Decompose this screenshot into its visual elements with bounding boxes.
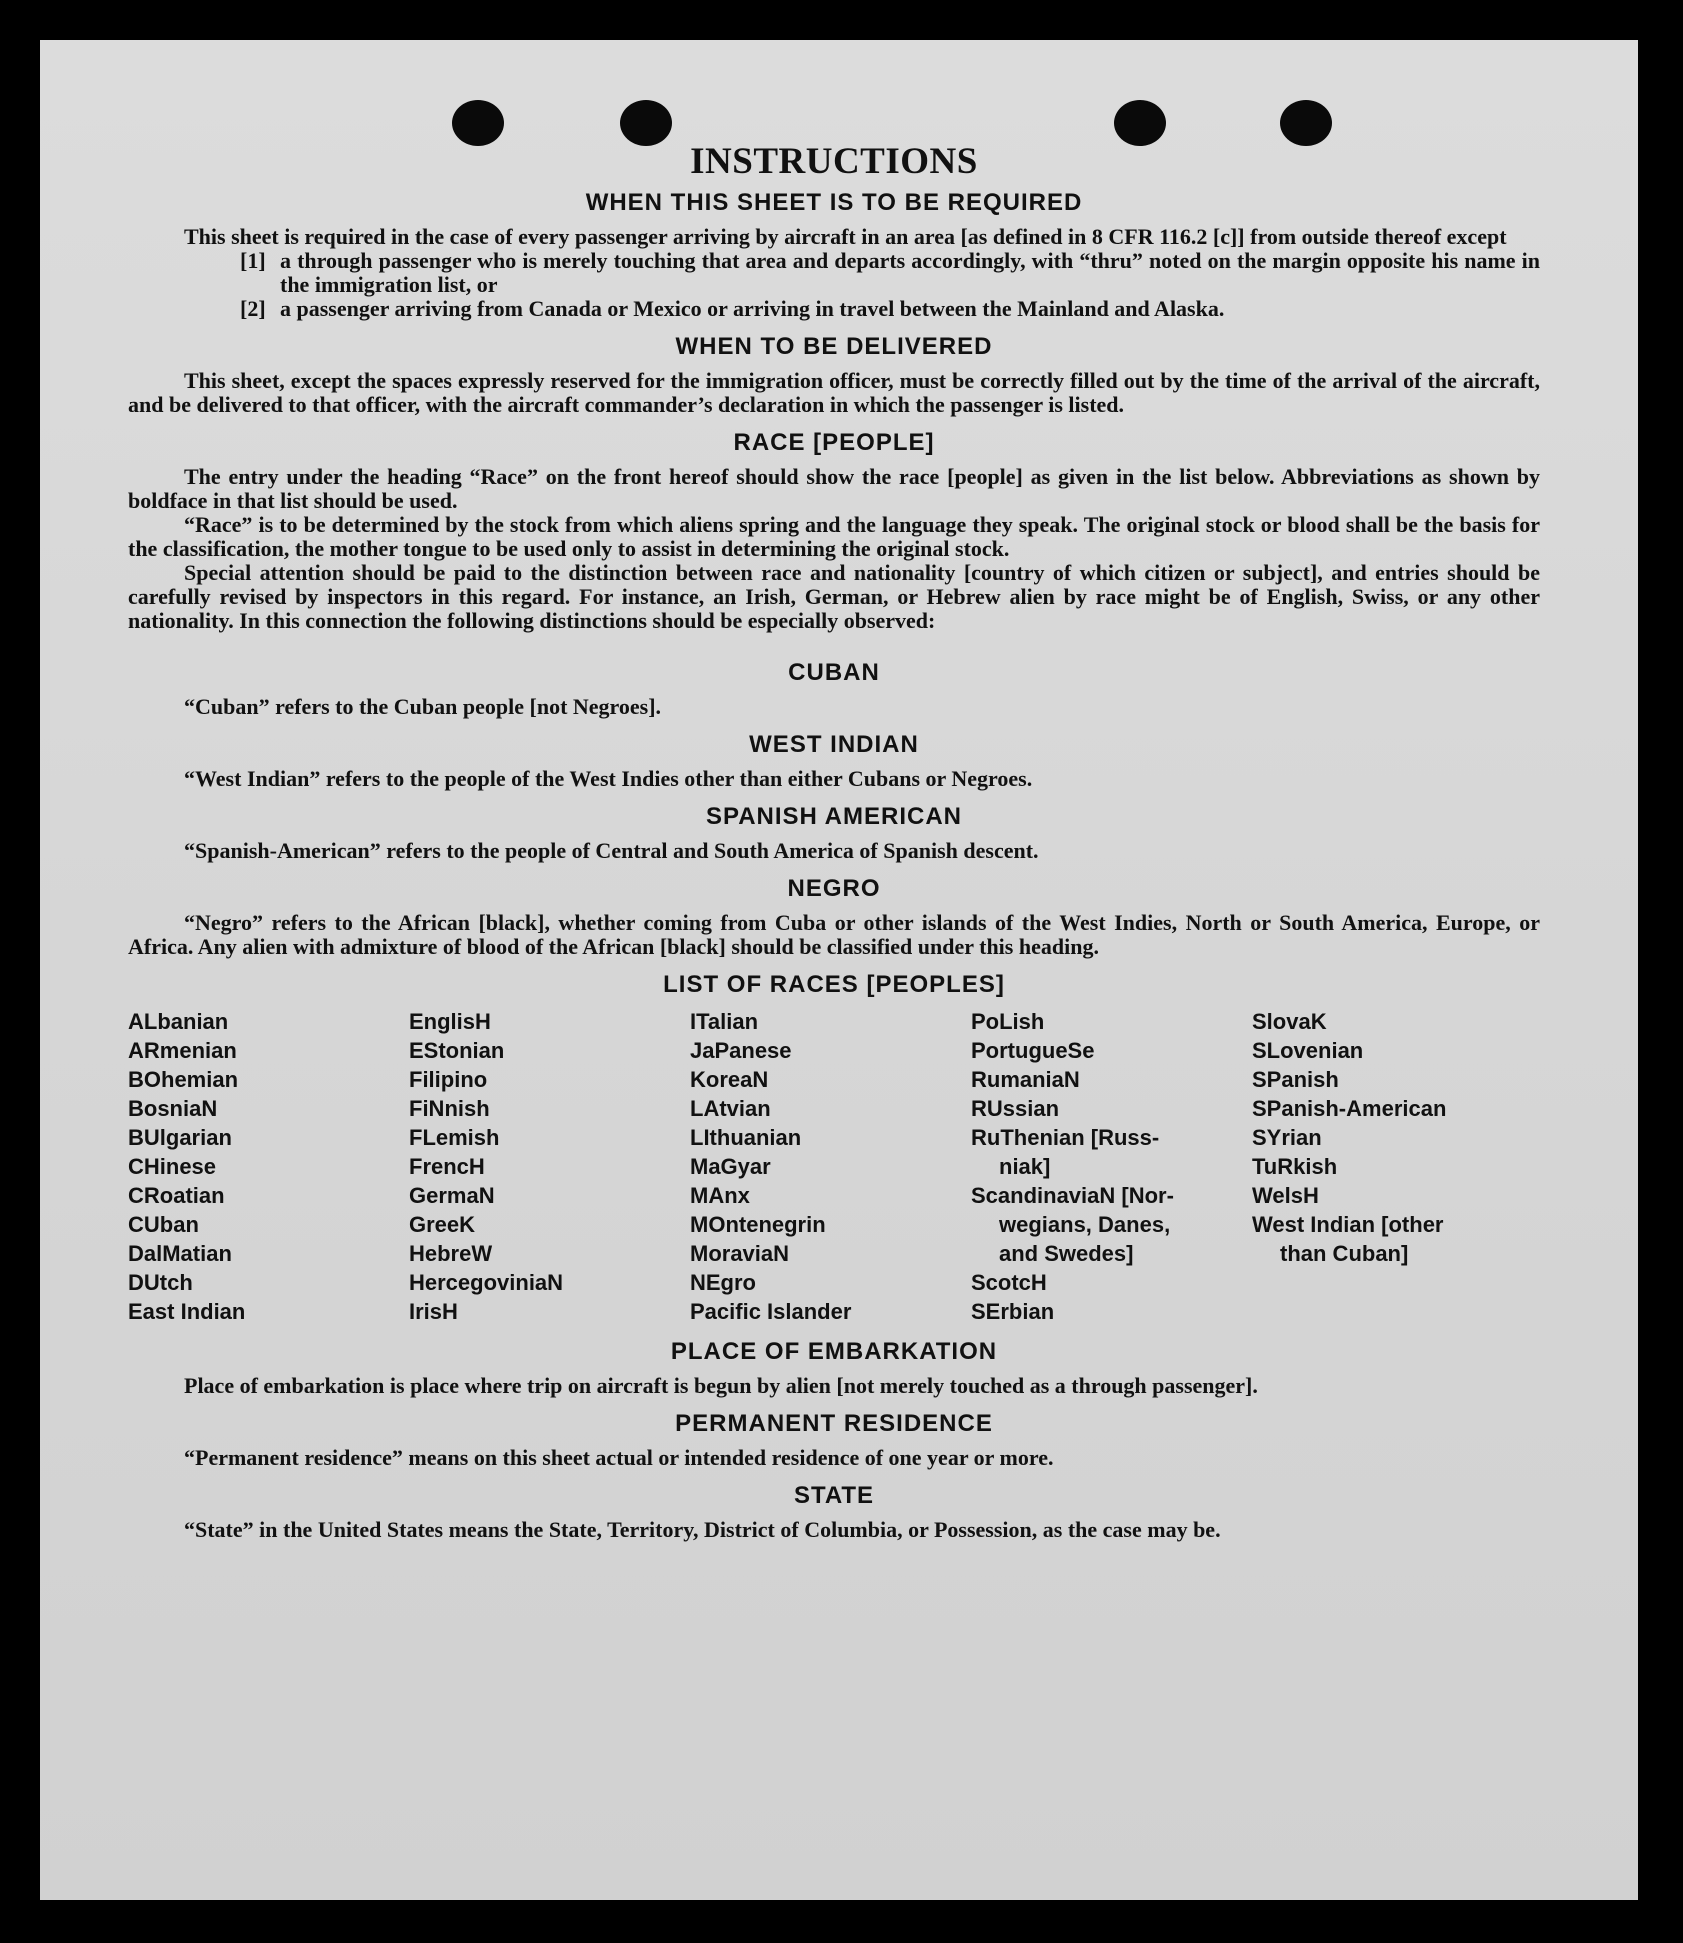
race-entry: CHinese bbox=[128, 1154, 217, 1179]
race-entry: RuThenian [Russ- bbox=[971, 1125, 1160, 1150]
race-entry: GermaN bbox=[409, 1183, 495, 1208]
races-column bbox=[128, 1007, 409, 1326]
heading-list-of-races: LIST OF RACES [PEOPLES] bbox=[663, 971, 1005, 998]
race-entry: MOntenegrin bbox=[690, 1212, 826, 1237]
race-entry: SPanish bbox=[1252, 1067, 1339, 1092]
negro-text: “Negro” refers to the African [black], whether coming from Cuba or other islands of the West Indies, North or South America, Europe, or Africa. Any alien with admixture of blood of the African [black] should be classified under this heading. bbox=[128, 910, 1540, 959]
heading-state: STATE bbox=[793, 1482, 875, 1509]
race-entry: NEgro bbox=[690, 1270, 756, 1295]
heading-race: RACE [PEOPLE] bbox=[733, 429, 935, 456]
race-entry: JaPanese bbox=[690, 1038, 792, 1063]
races-column bbox=[690, 1007, 971, 1326]
heading-delivered: WHEN TO BE DELIVERED bbox=[675, 333, 993, 360]
races-list bbox=[128, 1007, 1540, 1326]
exception-item bbox=[128, 297, 1540, 321]
race-entry: CRoatian bbox=[128, 1183, 225, 1208]
race-entry: FiNnish bbox=[409, 1096, 490, 1121]
race-entry: MoraviaN bbox=[690, 1241, 790, 1266]
race-entry: SLovenian bbox=[1252, 1038, 1364, 1063]
races-column bbox=[971, 1007, 1252, 1326]
heading-negro: NEGRO bbox=[787, 875, 881, 902]
races-column bbox=[409, 1007, 690, 1326]
race-entry: ALbanian bbox=[128, 1009, 229, 1034]
race-entry: MaGyar bbox=[690, 1154, 771, 1179]
race-entry: RUssian bbox=[971, 1096, 1060, 1121]
race-entry: DUtch bbox=[128, 1270, 193, 1295]
residence-text: “Permanent residence” means on this sheet actual or intended residence of one year or more. bbox=[184, 1445, 1054, 1470]
document-sheet bbox=[40, 40, 1638, 1900]
race-entry: KoreaN bbox=[690, 1067, 769, 1092]
race-entry-continued: wegians, Danes, bbox=[999, 1212, 1171, 1237]
item-number: [1] bbox=[240, 248, 266, 273]
instructions-content bbox=[128, 140, 1540, 1542]
race-entry: EStonian bbox=[409, 1038, 505, 1063]
race-entry: EnglisH bbox=[409, 1009, 491, 1034]
item-text: a passenger arriving from Canada or Mexico or arriving in travel between the Mainland and Alaska. bbox=[280, 296, 1225, 321]
cuban-text: “Cuban” refers to the Cuban people [not Negroes]. bbox=[184, 694, 662, 719]
race-entry: DalMatian bbox=[128, 1241, 232, 1266]
race-entry: East Indian bbox=[128, 1299, 246, 1324]
race-entry: FrencH bbox=[409, 1154, 485, 1179]
race-paragraph-2: “Race” is to be determined by the stock from which aliens spring and the language they speak. The original stock or blood shall be the basis for the classification, the mother tongue to be used only to assist in determining the original stock. bbox=[128, 512, 1540, 561]
race-entry: PoLish bbox=[971, 1009, 1045, 1034]
race-entry: LAtvian bbox=[690, 1096, 771, 1121]
race-entry: BosniaN bbox=[128, 1096, 218, 1121]
race-entry: BOhemian bbox=[128, 1067, 239, 1092]
heading-embarkation: PLACE OF EMBARKATION bbox=[670, 1338, 998, 1365]
page-title: INSTRUCTIONS bbox=[690, 141, 978, 182]
state-text: “State” in the United States means the State, Territory, District of Columbia, or Possession, as the case may be. bbox=[184, 1517, 1221, 1542]
item-text: a through passenger who is merely touching that area and departs accordingly, with “thru” noted on the margin opposite his name in the immigration list, or bbox=[280, 248, 1540, 297]
required-intro: This sheet is required in the case of every passenger arriving by aircraft in an area [as defined in 8 CFR 116.2 [c]] from outside thereof except bbox=[184, 224, 1507, 249]
race-entry: SPanish-American bbox=[1252, 1096, 1447, 1121]
race-paragraph-3: Special attention should be paid to the distinction between race and nationality [country of which citizen or subject], and entries should be carefully revised by inspectors in this regard. For instance, an Irish, German, or Hebrew alien by race might be of English, Swiss, or any other nationality. In this connection the following distinctions should be especially observed: bbox=[128, 560, 1540, 633]
race-entry: CUban bbox=[128, 1212, 199, 1237]
race-entry: GreeK bbox=[409, 1212, 476, 1237]
race-entry: PortugueSe bbox=[971, 1038, 1095, 1063]
race-entry: HebreW bbox=[409, 1241, 493, 1266]
race-entry: Filipino bbox=[409, 1067, 488, 1092]
race-entry: BUlgarian bbox=[128, 1125, 232, 1150]
race-entry: SYrian bbox=[1252, 1125, 1322, 1150]
race-entry: ARmenian bbox=[128, 1038, 237, 1063]
race-entry: IrisH bbox=[409, 1299, 458, 1324]
race-entry-continued: niak] bbox=[999, 1154, 1051, 1179]
race-entry: ScandinaviaN [Nor- bbox=[971, 1183, 1174, 1208]
race-entry: ITalian bbox=[690, 1009, 759, 1034]
race-entry-continued: and Swedes] bbox=[999, 1241, 1134, 1266]
heading-west-indian: WEST INDIAN bbox=[749, 731, 919, 758]
heading-residence: PERMANENT RESIDENCE bbox=[675, 1410, 993, 1437]
race-entry: West Indian [other bbox=[1252, 1212, 1444, 1237]
heading-cuban: CUBAN bbox=[788, 659, 880, 686]
exception-item bbox=[128, 249, 1540, 297]
race-entry: WelsH bbox=[1252, 1183, 1319, 1208]
race-entry: FLemish bbox=[409, 1125, 500, 1150]
spanish-american-text: “Spanish-American” refers to the people of Central and South America of Spanish descent. bbox=[184, 838, 1039, 863]
west-indian-text: “West Indian” refers to the people of the West Indies other than either Cubans or Negroes. bbox=[184, 766, 1033, 791]
heading-required: WHEN THIS SHEET IS TO BE REQUIRED bbox=[585, 189, 1083, 216]
race-entry: TuRkish bbox=[1252, 1154, 1338, 1179]
race-entry-continued: than Cuban] bbox=[1280, 1241, 1409, 1266]
heading-spanish-american: SPANISH AMERICAN bbox=[705, 803, 962, 830]
race-paragraph-1: The entry under the heading “Race” on the front hereof should show the race [people] as given in the list below. Abbreviations as shown by boldface in that list should be used. bbox=[128, 464, 1540, 513]
embarkation-text: Place of embarkation is place where trip on aircraft is begun by alien [not merely touched as a through passenger]. bbox=[184, 1373, 1258, 1398]
race-entry: ScotcH bbox=[971, 1270, 1047, 1295]
race-entry: SErbian bbox=[971, 1299, 1055, 1324]
race-entry: HercegoviniaN bbox=[409, 1270, 564, 1295]
item-number: [2] bbox=[240, 296, 266, 321]
race-entry: Pacific Islander bbox=[690, 1299, 852, 1324]
race-entry: MAnx bbox=[690, 1183, 750, 1208]
race-entry: RumaniaN bbox=[971, 1067, 1080, 1092]
race-entry: LIthuanian bbox=[690, 1125, 802, 1150]
races-column bbox=[1252, 1007, 1540, 1326]
delivered-text: This sheet, except the spaces expressly reserved for the immigration officer, must be correctly filled out by the time of the arrival of the aircraft, and be delivered to that officer, with the aircraft commander’s declaration in which the passenger is listed. bbox=[128, 368, 1540, 417]
race-entry: SlovaK bbox=[1252, 1009, 1327, 1034]
